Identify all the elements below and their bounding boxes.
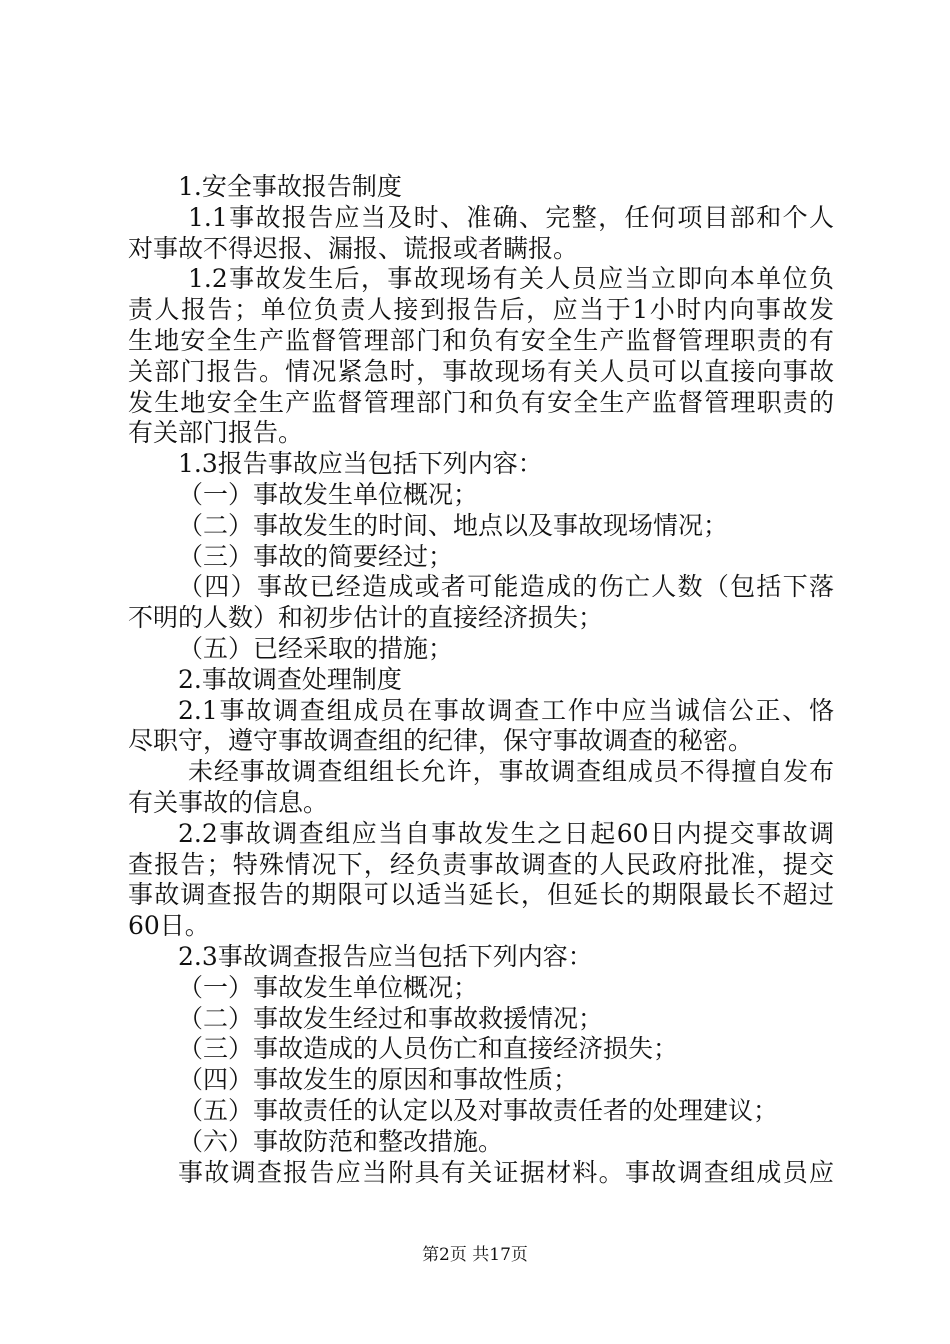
text-line: 2.1事故调查组成员在事故调查工作中应当诚信公正、恪 xyxy=(178,695,834,725)
text-line: 尽职守，遵守事故调查组的纪律，保守事故调查的秘密。 xyxy=(128,726,754,756)
text-line: 生地安全生产监督管理部门和负有安全生产监督管理职责的有 xyxy=(128,325,834,355)
text-line: 60日。 xyxy=(128,911,210,941)
text-line: 不明的人数）和初步估计的直接经济损失； xyxy=(128,603,604,633)
text-line: 有关部门报告。 xyxy=(128,418,304,448)
text-line: 1.2事故发生后，事故现场有关人员应当立即向本单位负 xyxy=(188,264,834,294)
text-line: 对事故不得迟报、漏报、谎报或者瞒报。 xyxy=(128,233,579,263)
text-line: 2.2事故调查组应当自事故发生之日起60日内提交事故调 xyxy=(178,818,834,848)
text-line: （四）事故已经造成或者可能造成的伤亡人数（包括下落 xyxy=(178,572,834,602)
text-line: （四）事故发生的原因和事故性质； xyxy=(178,1065,579,1095)
text-line: 1.安全事故报告制度 xyxy=(178,172,402,201)
text-line: 查报告；特殊情况下，经负责事故调查的人民政府批准，提交 xyxy=(128,849,834,879)
text-line: （二）事故发生的时间、地点以及事故现场情况； xyxy=(178,510,729,540)
text-line: （一）事故发生单位概况； xyxy=(178,972,479,1002)
text-line: （一）事故发生单位概况； xyxy=(178,479,479,509)
text-line: 1.3报告事故应当包括下列内容： xyxy=(178,449,543,479)
text-line: （三）事故造成的人员伤亡和直接经济损失； xyxy=(178,1034,679,1064)
text-line: （三）事故的简要经过； xyxy=(178,541,454,571)
text-line: 关部门报告。情况紧急时，事故现场有关人员可以直接向事故 xyxy=(128,356,834,386)
text-line: （五）事故责任的认定以及对事故责任者的处理建议； xyxy=(178,1095,779,1125)
text-line: 1.1事故报告应当及时、准确、完整，任何项目部和个人 xyxy=(188,202,834,232)
text-line: 2.3事故调查报告应当包括下列内容： xyxy=(178,941,593,971)
text-line: 发生地安全生产监督管理部门和负有安全生产监督管理职责的 xyxy=(128,387,834,417)
body-text xyxy=(128,172,834,1188)
text-line: 未经事故调查组组长允许，事故调查组成员不得擅自发布 xyxy=(188,757,834,787)
page-footer: 第2页 共17页 xyxy=(422,1245,528,1265)
text-line: （二）事故发生经过和事故救援情况； xyxy=(178,1003,604,1033)
text-line: （六）事故防范和整改措施。 xyxy=(178,1126,504,1156)
text-line: 事故调查报告应当附具有关证据材料。事故调查组成员应 xyxy=(178,1157,834,1187)
text-line: 事故调查报告的期限可以适当延长，但延长的期限最长不超过 xyxy=(128,880,834,910)
text-line: （五）已经采取的措施； xyxy=(178,633,454,663)
text-line: 有关事故的信息。 xyxy=(128,787,329,817)
text-line: 2.事故调查处理制度 xyxy=(178,664,402,694)
text-line: 责人报告；单位负责人接到报告后，应当于1小时内向事故发 xyxy=(128,295,834,325)
